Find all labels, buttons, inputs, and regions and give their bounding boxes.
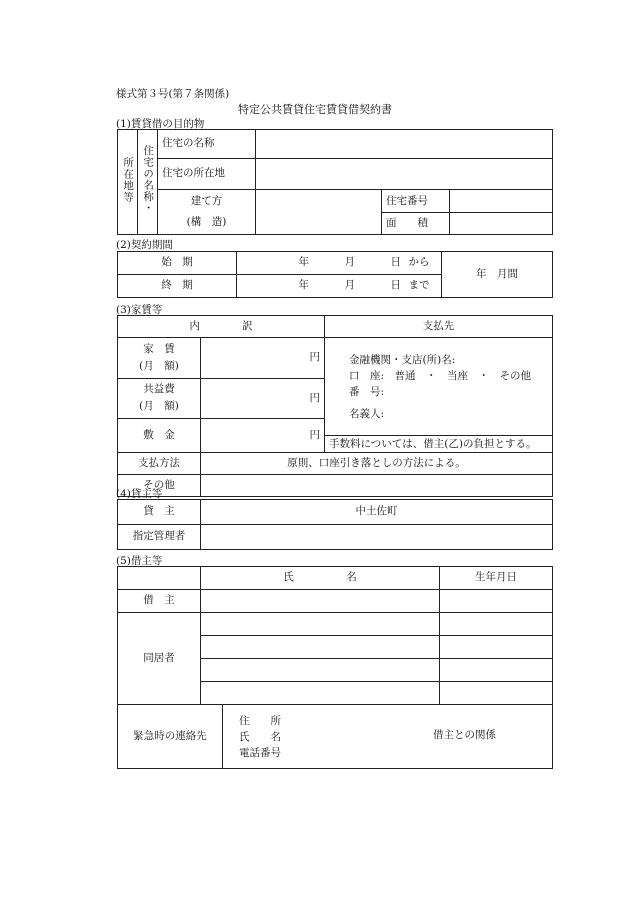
account-type-line[interactable]: 口 座: 普通 ・ 当座 ・ その他: [349, 370, 532, 382]
emergency-contact-fields: [223, 705, 553, 769]
cohabitant-dob-field[interactable]: [440, 682, 553, 705]
name-header: 氏 名: [201, 567, 440, 590]
area-field[interactable]: [450, 213, 552, 234]
cohabitant-name-field[interactable]: [201, 636, 440, 659]
account-holder-line: 名義人:: [349, 408, 385, 420]
payment-method-label: 支払方法: [118, 453, 201, 475]
housing-location-field[interactable]: [256, 159, 553, 190]
payee-header: 支払先: [325, 316, 553, 338]
deposit-label: 敷 金: [118, 419, 201, 453]
rent-amount-field[interactable]: 円: [201, 338, 325, 379]
common-fee-label: 共益費 (月 額): [118, 378, 201, 419]
payee-details: [325, 338, 552, 422]
contract-period-table: [117, 251, 553, 298]
other-field[interactable]: [201, 475, 553, 497]
breakdown-header: 内 訳: [118, 316, 325, 338]
header-blank-cell: [118, 567, 201, 590]
structure-label: 建て方 (構 造): [158, 190, 256, 235]
rent-label: 家 賃 (月 額): [118, 338, 201, 379]
start-date-field[interactable]: 年 月 日 から: [237, 252, 442, 275]
start-date-label: 始 期: [118, 252, 237, 275]
emergency-name-label: 氏 名: [239, 730, 281, 743]
designated-manager-label: 指定管理者: [118, 525, 201, 550]
emergency-address-label: 住 所: [239, 714, 281, 727]
lessor-label: 貸 主: [118, 500, 201, 525]
form-number: 様式第３号(第７条関係): [116, 88, 230, 100]
end-date-field[interactable]: 年 月 日 まで: [237, 275, 442, 298]
cohabitant-dob-field[interactable]: [440, 636, 553, 659]
cohabitant-dob-field[interactable]: [440, 613, 553, 636]
section5-heading: (5)借主等: [116, 555, 163, 567]
account-number-line: 番 号:: [349, 386, 385, 398]
cohabitant-name-field[interactable]: [201, 613, 440, 636]
bank-line: 金融機関・支店(所)名:: [349, 354, 456, 366]
section1-heading: (1)賃貸借の目的物: [116, 118, 205, 130]
tenant-dob-field[interactable]: [440, 590, 553, 613]
structure-field[interactable]: [256, 190, 382, 235]
tenant-label: 借 主: [118, 590, 201, 613]
payee-cell: [325, 338, 553, 453]
housing-name-field[interactable]: [256, 130, 553, 159]
fee-note: 手数料については、借主(乙)の負担とする。: [325, 435, 552, 452]
tenant-name-field[interactable]: [201, 590, 440, 613]
emergency-contact-label: 緊急時の連絡先: [118, 705, 223, 769]
dob-header: 生年月日: [440, 567, 553, 590]
housing-location-label: 住宅の所在地: [158, 159, 256, 190]
duration-field[interactable]: 年 月間: [442, 252, 553, 298]
payment-method-value: 原則、口座引き落としの方法による。: [201, 453, 553, 475]
property-table: [117, 129, 553, 235]
other-label: その他: [118, 475, 201, 497]
cohabitant-name-field[interactable]: [201, 682, 440, 705]
vertical-label-location: 所在地等: [118, 130, 138, 235]
cohabitant-label: 同居者: [118, 613, 201, 705]
tenant-table: [117, 566, 553, 769]
section2-heading: (2)契約期間: [116, 239, 173, 251]
emergency-phone-label: 電話番号: [239, 746, 281, 759]
end-date-label: 終 期: [118, 275, 237, 298]
area-label: 面 積: [386, 217, 428, 229]
designated-manager-field[interactable]: [201, 525, 553, 550]
relationship-label: 借主との関係: [433, 729, 496, 741]
vertical-label-name: 住宅の名称・: [138, 130, 158, 235]
rent-table: [117, 315, 553, 497]
section4-heading: (4)貸主等: [116, 488, 163, 500]
section3-heading: (3)家賃等: [116, 304, 163, 316]
cohabitant-dob-field[interactable]: [440, 659, 553, 682]
deposit-amount-field[interactable]: 円: [201, 419, 325, 453]
cohabitant-name-field[interactable]: [201, 659, 440, 682]
number-area-labels: [382, 190, 450, 235]
document-title: 特定公共賃貸住宅賃貸借契約書: [238, 103, 392, 116]
lessor-value: 中土佐町: [201, 500, 553, 525]
common-fee-amount-field[interactable]: 円: [201, 378, 325, 419]
housing-number-field[interactable]: [450, 190, 552, 213]
housing-name-label: 住宅の名称: [158, 130, 256, 159]
number-area-fields: [450, 190, 553, 235]
lessor-table: [117, 499, 553, 550]
housing-number-label: 住宅番号: [382, 190, 449, 213]
